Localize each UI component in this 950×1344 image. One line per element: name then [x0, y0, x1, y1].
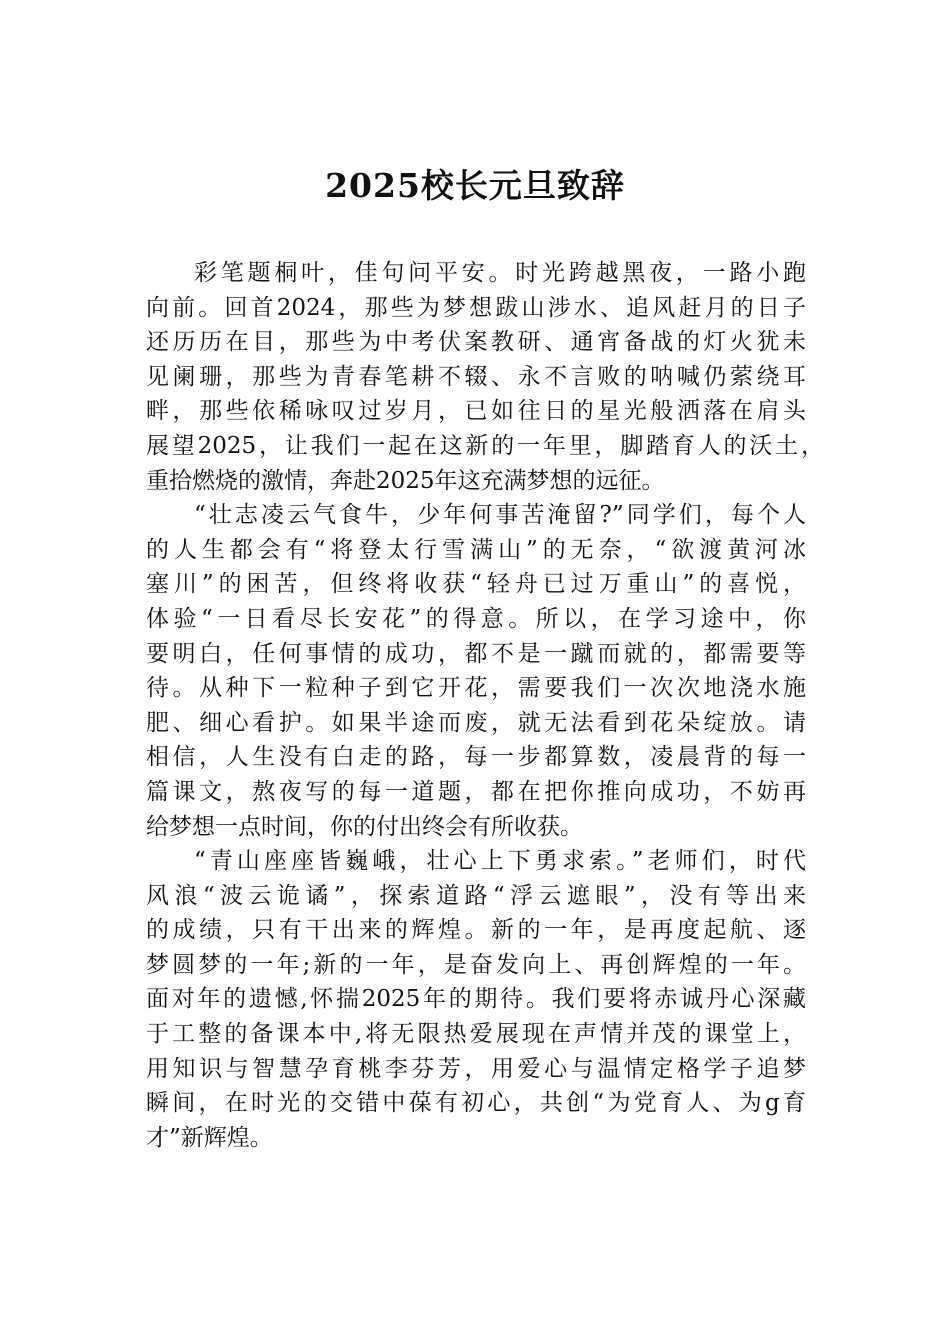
paragraph-1-line-4: 见阑珊，那些为青春笔耕不辍、永不言败的呐喊仍萦绕耳 [146, 363, 806, 390]
paragraph-3-line-8: 瞬间，在时光的交错中葆有初心，共创“为党育人、为g育 [146, 1090, 806, 1117]
paragraph-3-line-9: 才”新辉煌。 [146, 1124, 273, 1151]
paragraph-3-line-5: 面对年的遗憾,怀揣2025年的期待。我们要将赤诚丹心深藏 [146, 986, 806, 1013]
paragraph-3-line-1: “青山座座皆巍峨，壮心上下勇求索。”老师们，时代 [194, 848, 806, 875]
paragraph-1-line-2: 向前。回首2024，那些为梦想跋山涉水、追风赶月的日子 [146, 294, 806, 321]
paragraph-3-line-4: 梦圆梦的一年;新的一年，是奋发向上、再创辉煌的一年。 [146, 951, 806, 978]
paragraph-1-line-1: 彩笔题桐叶，佳句问平安。时光跨越黑夜，一路小跑 [194, 260, 806, 286]
paragraph-3-line-7: 用知识与智慧孕育桃李芬芳，用爱心与温情定格学子追梦 [146, 1055, 806, 1082]
paragraph-1-line-7: 重拾燃烧的激情，奔赴2025年这充满梦想的远征。 [146, 467, 665, 494]
paragraph-2-line-4: 体验“一日看尽长安花”的得意。所以，在学习途中，你 [146, 605, 806, 632]
paragraph-2-line-10: 给梦想一点时间，你的付出终会有所收获。 [146, 813, 583, 840]
paragraph-1-line-3: 还历历在目，那些为中考伏案教研、通宵备战的灯火犹未 [146, 329, 806, 356]
paragraph-3-line-2: 风浪“波云诡谲”，探索道路“浮云遮眼”，没有等出来 [146, 882, 806, 909]
paragraph-2-line-9: 篇课文，熬夜写的每一道题，都在把你推向成功，不妨再 [146, 778, 806, 805]
paragraph-1-line-5: 畔，那些依稀咏叹过岁月，已如往日的星光般洒落在肩头 [146, 398, 806, 425]
paragraph-2-line-1: “壮志凌云气食牛，少年何事苦淹留?”同学们，每个人 [194, 502, 806, 529]
paragraph-3-line-6: 于工整的备课本中,将无限热爱展现在声情并茂的课堂上， [146, 1021, 806, 1048]
paragraph-2-line-8: 相信，人生没有白走的路，每一步都算数，凌晨背的每一 [146, 744, 806, 771]
paragraph-3-line-3: 的成绩，只有干出来的辉煌。新的一年，是再度起航、逐 [146, 917, 806, 944]
paragraph-2-line-6: 待。从种下一粒种子到它开花，需要我们一次次地浇水施 [146, 675, 806, 702]
document-body [146, 256, 824, 1155]
paragraph-2-line-5: 要明白，任何事情的成功，都不是一蹴而就的，都需要等 [146, 640, 806, 667]
paragraph-2-line-3: 塞川”的困苦，但终将收获“轻舟已过万重山”的喜悦， [146, 571, 806, 598]
paragraph-1-line-6: 展望2025，让我们一起在这新的一年里，脚踏育人的沃土， [146, 432, 824, 459]
document-title: 2025校长元旦致辞 [325, 166, 625, 205]
paragraph-2-line-7: 肥、细心看护。如果半途而废，就无法看到花朵绽放。请 [146, 709, 806, 736]
paragraph-2-line-2: 的人生都会有“将登太行雪满山”的无奈，“欲渡黄河冰 [146, 536, 806, 563]
